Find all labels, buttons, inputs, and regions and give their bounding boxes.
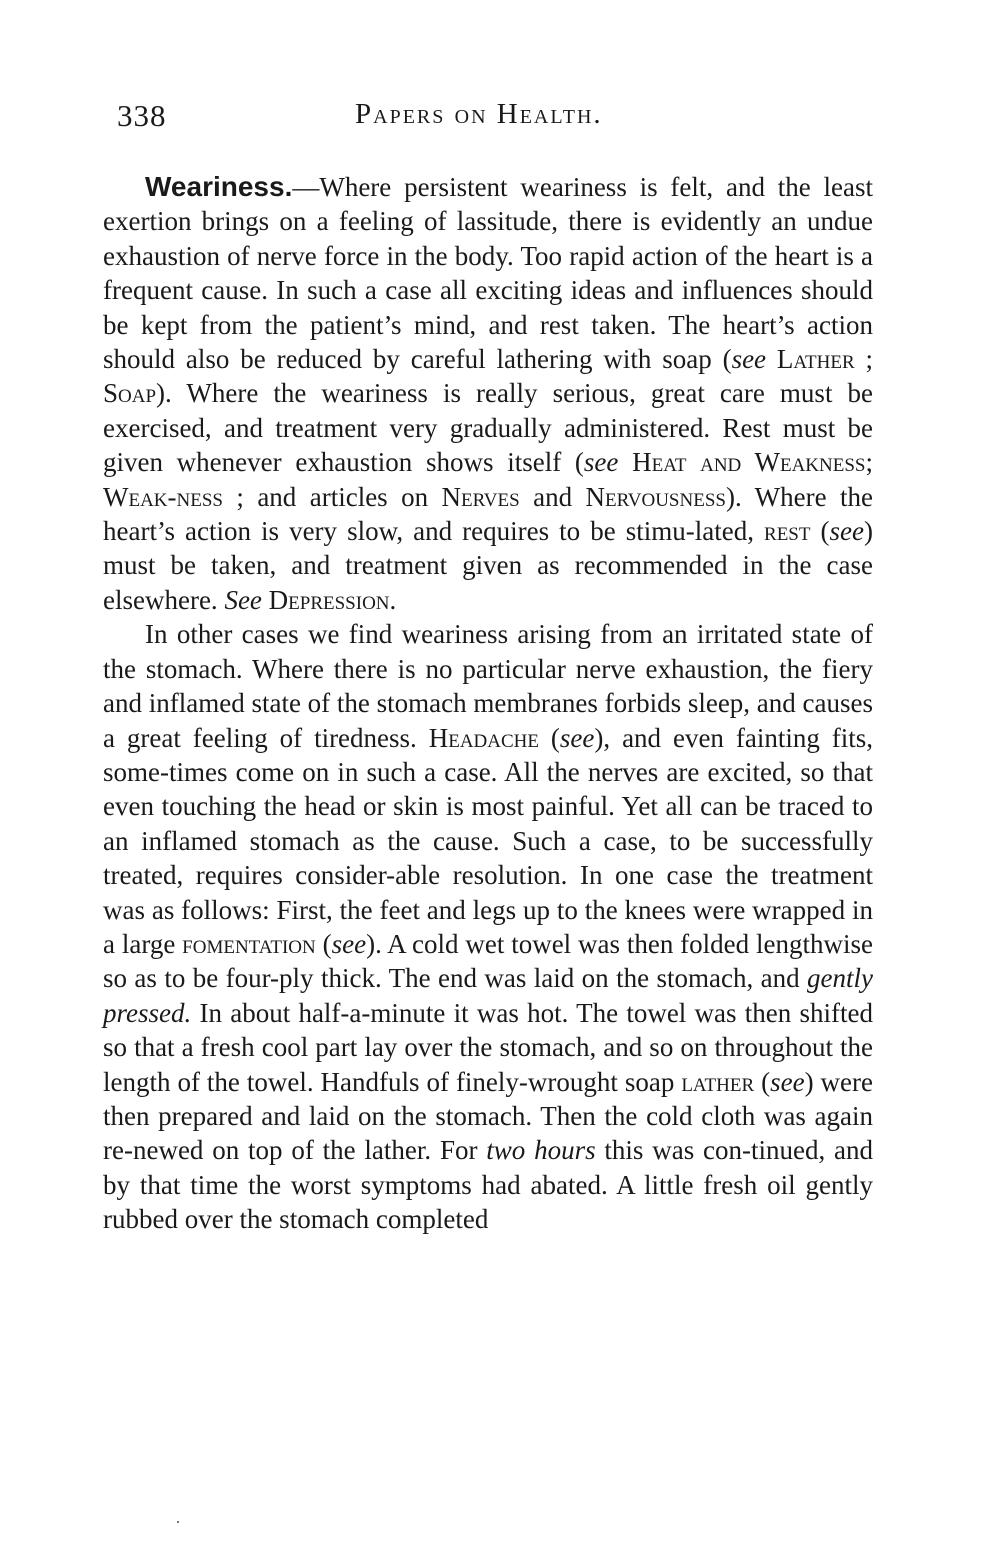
text-span: In other cases we find weariness arising from an irritated state of the stomach. Where there is no particular nerve exhaustion, the fiery and inflamed state of the stomach membranes forbids sleep, and causes a great feeling of tiredness. xyxy=(103,619,874,753)
see-reference: see xyxy=(331,928,367,959)
running-head: Papers on Health. xyxy=(355,98,603,130)
emphasis: two hours xyxy=(486,1135,596,1166)
cross-reference: lather xyxy=(681,1066,755,1097)
text-span: ; xyxy=(854,344,874,375)
body-text xyxy=(103,170,873,1237)
paper-speck xyxy=(177,1521,179,1523)
see-reference: see xyxy=(770,1066,805,1097)
cross-reference: Soap xyxy=(103,378,157,409)
text-span: ), and even fainting fits, some-times come on in such a case. All the nerves are excited, so that even touching the head or skin is most painful. Yet all can be traced to an inflamed stomach as the cause. Such a case, to be successfully treated, requires consider-able resolution. In one case the treatment was as follows: First, the feet and legs up to the knees were wrapped in a large xyxy=(103,722,873,959)
text-span: ). Where the heart’s action is very slow, and requires to be stimu-lated, xyxy=(103,481,873,547)
text-span: ) must be taken, and treatment given as recommended in the case elsewhere. xyxy=(103,516,873,615)
text-span: and xyxy=(519,481,586,512)
cross-reference: Nervousness xyxy=(585,481,726,512)
text-span: ) were then prepared and laid on the stomach. Then the cold cloth was again re-newed on top of the lather. For xyxy=(103,1066,873,1166)
text-span: ; and articles on xyxy=(222,481,442,512)
cross-reference: Weak-ness xyxy=(103,481,223,512)
page-number: 338 xyxy=(117,98,167,133)
text-span: ). A cold wet towel was then folded lengthwise so as to be four-ply thick. The end was laid on the stomach, and xyxy=(103,928,873,994)
page-header xyxy=(117,98,882,138)
emphasis: gently pressed. xyxy=(103,963,873,1028)
text-span: ( xyxy=(315,928,332,959)
cross-reference: Nerves xyxy=(441,481,520,512)
cross-reference: rest xyxy=(764,516,811,547)
text-span: this was con-tinued, and by that time the worst symptoms had abated. A little fresh oil gently rubbed over the stomach completed xyxy=(103,1135,873,1235)
text-span: ( xyxy=(810,516,830,547)
see-reference: see xyxy=(559,722,595,753)
text-span: —Where persistent weariness is felt, and the least exertion brings on a feeling of lassitude, there is evidently an undue exhaustion of nerve force in the body. Too rapid action of the heart is a frequent cause. In such a case all exciting ideas and influences should be kept from the patient’s mind, and rest taken. The heart’s action should also be reduced by careful lathering with soap ( xyxy=(103,172,873,375)
cross-reference: Headache xyxy=(428,722,539,753)
cross-reference: Lather xyxy=(776,344,855,375)
text-span: ; xyxy=(865,447,874,478)
see-reference: see xyxy=(583,447,619,478)
paragraph-stomach xyxy=(103,617,873,1236)
entry-heading-weariness: Weariness. xyxy=(145,171,293,202)
see-reference: see xyxy=(731,344,767,375)
text-span: ). Where the weariness is really serious, great care must be exercised, and treatment very gradually administered. Rest must be given whenever exhaustion shows itself ( xyxy=(103,378,873,478)
paragraph-weariness xyxy=(103,170,873,617)
cross-reference: Heat and Weakness xyxy=(632,447,866,478)
cross-reference: fomentation xyxy=(182,928,316,959)
text-span: ( xyxy=(539,722,560,753)
see-reference: see xyxy=(829,516,864,547)
cross-reference: Depression. xyxy=(268,584,397,615)
text-span: ( xyxy=(754,1066,771,1097)
text-span: In about half-a-minute it was hot. The towel was then shifted so that a fresh cool part lay over the stomach, and so on throughout the length of the towel. Handfuls of finely-wrought soap xyxy=(103,997,873,1097)
see-reference: See xyxy=(224,584,262,615)
